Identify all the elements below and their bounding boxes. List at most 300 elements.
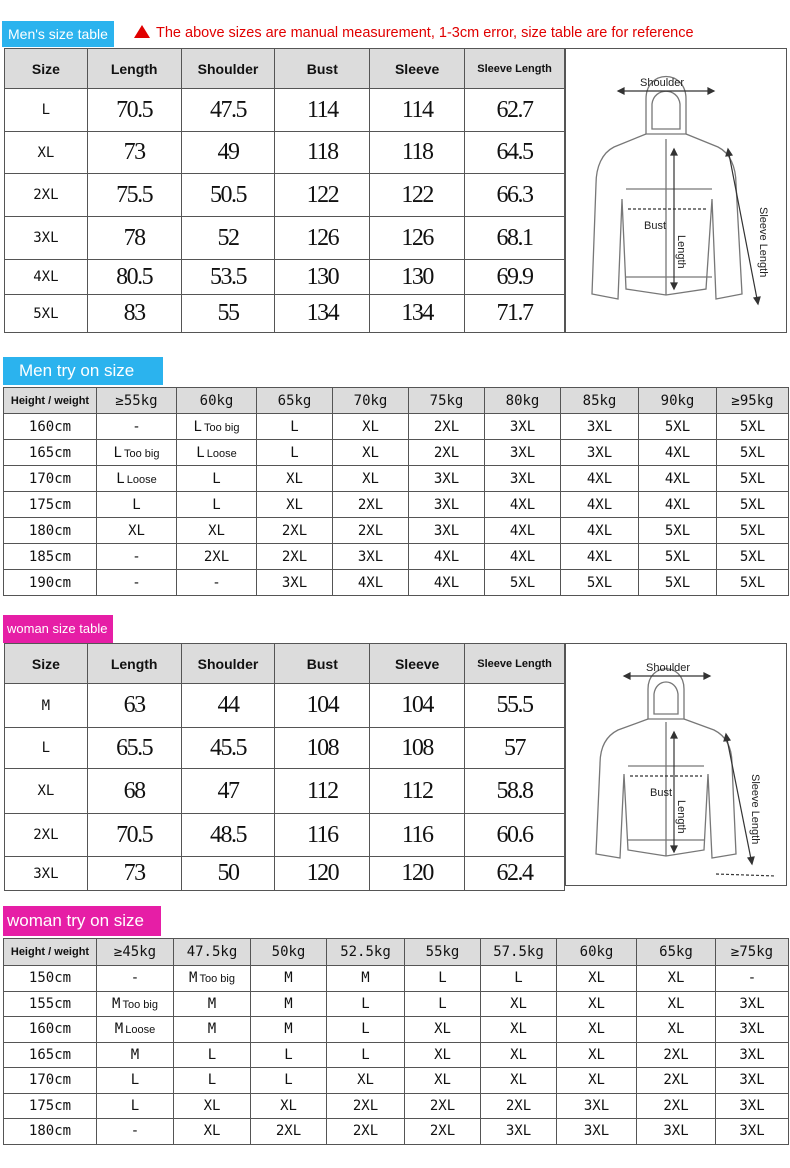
- size-value: 3XL: [739, 995, 765, 1012]
- size-value: 2XL: [663, 1072, 689, 1089]
- fit-note: Too big: [203, 421, 240, 434]
- size-value: XL: [362, 444, 379, 461]
- size-cell: [97, 1042, 174, 1068]
- woman-try-on-tag: woman try on size: [3, 906, 161, 936]
- table-row: [5, 295, 565, 333]
- size-value: 4XL: [586, 470, 613, 487]
- size-value: XL: [434, 1072, 451, 1089]
- size-cell: [637, 1042, 716, 1068]
- size-cell: [97, 466, 177, 492]
- size-cell: [637, 1017, 716, 1043]
- column-header: Sleeve: [370, 644, 465, 684]
- size-value: 4XL: [664, 470, 691, 487]
- size-value: 3XL: [357, 548, 384, 565]
- men-size-table-tag: Men's size table: [2, 21, 114, 47]
- size-cell: [637, 1119, 716, 1145]
- size-cell: [174, 1093, 251, 1119]
- column-header: Sleeve Length: [465, 49, 565, 89]
- size-cell: [405, 1017, 481, 1043]
- size-cell: [327, 1068, 405, 1094]
- size-value: 155cm: [28, 995, 72, 1012]
- height-cell: [4, 414, 97, 440]
- size-value: L: [113, 444, 122, 461]
- size-value: -: [132, 418, 141, 435]
- size-value: 2XL: [505, 1097, 532, 1114]
- size-cell: [333, 570, 409, 596]
- value-cell: 66.3: [465, 174, 565, 217]
- size-value: 2XL: [357, 522, 384, 539]
- value-cell: 49: [181, 132, 275, 174]
- value-cell: 112: [275, 769, 370, 814]
- size-value: 3XL: [739, 1021, 765, 1038]
- size-value: L: [132, 496, 141, 513]
- size-cell: [409, 544, 485, 570]
- value-cell: 69.9: [465, 260, 565, 295]
- size-value: 4XL: [664, 496, 691, 513]
- size-cell: [639, 492, 717, 518]
- size-cell: [97, 1119, 174, 1145]
- size-cell: [637, 1068, 716, 1094]
- size-value: M: [130, 1046, 140, 1063]
- size-value: XL: [434, 1046, 451, 1063]
- size-value: 2XL: [352, 1123, 379, 1140]
- size-value: 160cm: [28, 418, 72, 435]
- size-cell: [485, 492, 561, 518]
- size-value: XL: [588, 1021, 605, 1038]
- column-header: Bust: [275, 49, 370, 89]
- size-value: 3XL: [433, 470, 460, 487]
- size-cell: [716, 1119, 789, 1145]
- size-value: XL: [208, 522, 225, 539]
- measurement-note: [134, 25, 694, 41]
- size-cell: [257, 440, 333, 466]
- size-cell: [251, 1119, 327, 1145]
- weight-header: ≥95kg: [717, 388, 789, 414]
- size-value: XL: [510, 995, 527, 1012]
- size-cell: [485, 570, 561, 596]
- size-cell: [561, 492, 639, 518]
- size-cell: [639, 440, 717, 466]
- size-value: 4XL: [433, 548, 460, 565]
- size-value: 3XL: [433, 496, 460, 513]
- size-cell: [409, 492, 485, 518]
- column-header: Bust: [275, 644, 370, 684]
- size-value: 5XL: [664, 522, 691, 539]
- size-value: XL: [667, 995, 685, 1012]
- size-value: 5XL: [739, 574, 766, 591]
- size-value: -: [747, 970, 757, 987]
- size-cell: [639, 570, 717, 596]
- height-cell: [4, 492, 97, 518]
- size-cell: [177, 518, 257, 544]
- size-value: 4XL: [433, 574, 460, 591]
- size-value: L: [290, 444, 299, 461]
- size-cell: [637, 991, 716, 1017]
- size-value: 165cm: [28, 1046, 72, 1063]
- size-cell: [717, 466, 789, 492]
- size-cell: [481, 1068, 557, 1094]
- size-cell: [174, 1119, 251, 1145]
- size-value: XL: [362, 470, 379, 487]
- value-cell: 52: [181, 217, 275, 260]
- size-cell: [97, 991, 174, 1017]
- size-cell: [481, 991, 557, 1017]
- woman-size-table-tag: woman size table: [3, 615, 113, 643]
- size-value: 2XL: [663, 1097, 689, 1114]
- value-cell: 70.5: [87, 89, 181, 132]
- size-cell: [557, 1042, 637, 1068]
- size-value: XL: [434, 1021, 451, 1038]
- size-cell: 2XL: [5, 174, 88, 217]
- value-cell: 83: [87, 295, 181, 333]
- value-cell: 44: [181, 684, 275, 728]
- size-cell: [174, 966, 251, 992]
- men-try-on-tag: Men try on size: [3, 357, 163, 385]
- size-value: 2XL: [429, 1097, 456, 1114]
- size-value: XL: [588, 1046, 605, 1063]
- value-cell: 116: [370, 814, 465, 857]
- size-value: 3XL: [739, 1123, 765, 1140]
- value-cell: 104: [370, 684, 465, 728]
- value-cell: 122: [275, 174, 370, 217]
- size-value: 2XL: [352, 1097, 379, 1114]
- value-cell: 47.5: [181, 89, 275, 132]
- table-row: [5, 814, 565, 857]
- size-cell: [405, 991, 481, 1017]
- height-cell: [4, 544, 97, 570]
- size-cell: [174, 1017, 251, 1043]
- woman-try-header-row: [4, 939, 789, 966]
- weight-header: ≥55kg: [97, 388, 177, 414]
- value-cell: 80.5: [87, 260, 181, 295]
- size-cell: [405, 1093, 481, 1119]
- size-value: 175cm: [28, 1097, 72, 1114]
- height-cell: [4, 1042, 97, 1068]
- size-value: 3XL: [739, 1072, 765, 1089]
- weight-header: ≥75kg: [716, 939, 789, 966]
- size-value: M: [284, 970, 293, 987]
- size-cell: 5XL: [5, 295, 88, 333]
- table-row: [5, 174, 565, 217]
- size-cell: [97, 414, 177, 440]
- weight-header: 50kg: [251, 939, 327, 966]
- size-value: 5XL: [739, 522, 766, 539]
- size-value: 4XL: [509, 496, 536, 513]
- size-cell: [251, 1017, 327, 1043]
- size-cell: 3XL: [5, 217, 88, 260]
- height-cell: [4, 966, 97, 992]
- size-value: M: [207, 1021, 217, 1038]
- size-value: L: [361, 1046, 370, 1063]
- size-cell: L: [5, 728, 88, 769]
- table-row: [4, 414, 789, 440]
- value-cell: 75.5: [87, 174, 181, 217]
- size-value: 3XL: [663, 1123, 689, 1140]
- value-cell: 126: [370, 217, 465, 260]
- size-cell: [405, 1068, 481, 1094]
- height-cell: [4, 518, 97, 544]
- value-cell: 118: [275, 132, 370, 174]
- size-value: 180cm: [28, 1123, 72, 1140]
- fit-note: Too big: [122, 998, 158, 1011]
- value-cell: 65.5: [87, 728, 181, 769]
- size-value: 5XL: [739, 548, 766, 565]
- size-value: 2XL: [357, 496, 384, 513]
- value-cell: 70.5: [87, 814, 181, 857]
- value-cell: 48.5: [181, 814, 275, 857]
- table-row: [5, 728, 565, 769]
- size-value: XL: [280, 1097, 297, 1114]
- table-row: [4, 518, 789, 544]
- size-value: XL: [357, 1072, 374, 1089]
- size-cell: [251, 966, 327, 992]
- value-cell: 130: [275, 260, 370, 295]
- size-value: 4XL: [664, 444, 691, 461]
- size-value: XL: [128, 522, 145, 539]
- size-value: M: [114, 1021, 124, 1038]
- size-value: 190cm: [28, 574, 72, 591]
- size-cell: [717, 544, 789, 570]
- size-value: L: [438, 970, 447, 987]
- woman-diagram-sleeve-length-label: Sleeve Length: [749, 774, 761, 845]
- woman-size-header-row: [5, 644, 565, 684]
- size-cell: [557, 991, 637, 1017]
- value-cell: 45.5: [181, 728, 275, 769]
- table-row: [4, 492, 789, 518]
- fit-note: Too big: [123, 447, 160, 460]
- table-row: [4, 1042, 789, 1068]
- weight-header: 47.5kg: [174, 939, 251, 966]
- value-cell: 57: [465, 728, 565, 769]
- size-cell: [251, 1068, 327, 1094]
- height-cell: [4, 466, 97, 492]
- size-cell: [639, 518, 717, 544]
- size-cell: [717, 492, 789, 518]
- size-cell: [485, 518, 561, 544]
- size-value: 160cm: [28, 1021, 72, 1038]
- weight-header: 85kg: [561, 388, 639, 414]
- size-value: 5XL: [509, 574, 536, 591]
- size-value: L: [207, 1046, 217, 1063]
- size-value: -: [132, 548, 141, 565]
- table-row: [4, 440, 789, 466]
- size-cell: [97, 1093, 174, 1119]
- size-cell: [174, 1068, 251, 1094]
- size-value: XL: [588, 995, 605, 1012]
- size-value: 4XL: [509, 522, 536, 539]
- size-cell: [97, 518, 177, 544]
- column-header: Length: [87, 49, 181, 89]
- size-cell: [177, 466, 257, 492]
- size-cell: [333, 414, 409, 440]
- size-cell: M: [5, 684, 88, 728]
- value-cell: 104: [275, 684, 370, 728]
- table-row: [5, 89, 565, 132]
- woman-jacket-diagram: [565, 643, 787, 886]
- table-row: [5, 857, 565, 891]
- height-cell: [4, 1093, 97, 1119]
- weight-header: 75kg: [409, 388, 485, 414]
- size-cell: [639, 544, 717, 570]
- height-cell: [4, 1119, 97, 1145]
- size-value: 2XL: [429, 1123, 456, 1140]
- height-cell: [4, 1068, 97, 1094]
- size-cell: L: [5, 89, 88, 132]
- size-cell: [557, 1119, 637, 1145]
- size-value: 5XL: [664, 418, 691, 435]
- size-cell: [177, 414, 257, 440]
- column-header: Length: [87, 644, 181, 684]
- size-value: 185cm: [28, 548, 72, 565]
- weight-header: 52.5kg: [327, 939, 405, 966]
- size-cell: XL: [5, 769, 88, 814]
- size-cell: [177, 440, 257, 466]
- size-cell: [557, 1093, 637, 1119]
- size-cell: [639, 414, 717, 440]
- size-value: XL: [286, 470, 303, 487]
- size-value: L: [284, 1046, 293, 1063]
- size-value: 3XL: [433, 522, 460, 539]
- size-value: 4XL: [586, 496, 613, 513]
- size-value: 3XL: [583, 1097, 610, 1114]
- men-size-table: [4, 48, 565, 333]
- value-cell: 62.4: [465, 857, 565, 891]
- size-cell: [405, 966, 481, 992]
- size-value: XL: [510, 1046, 527, 1063]
- fit-note: Loose: [206, 447, 237, 460]
- size-cell: [333, 544, 409, 570]
- size-cell: [327, 991, 405, 1017]
- size-value: 4XL: [586, 522, 613, 539]
- size-cell: [333, 440, 409, 466]
- size-cell: [716, 1042, 789, 1068]
- size-cell: [639, 466, 717, 492]
- size-value: L: [116, 470, 125, 487]
- size-value: L: [212, 470, 221, 487]
- size-value: L: [196, 444, 205, 461]
- fit-note: Loose: [126, 473, 157, 486]
- size-value: 4XL: [586, 548, 613, 565]
- size-value: 3XL: [281, 574, 308, 591]
- diagram-bust-label: Bust: [644, 220, 667, 232]
- size-cell: [177, 570, 257, 596]
- size-cell: [177, 544, 257, 570]
- size-value: M: [361, 970, 370, 987]
- value-cell: 62.7: [465, 89, 565, 132]
- value-cell: 50.5: [181, 174, 275, 217]
- size-cell: [97, 1017, 174, 1043]
- column-header: Shoulder: [181, 644, 275, 684]
- value-cell: 120: [370, 857, 465, 891]
- size-cell: [409, 466, 485, 492]
- size-value: M: [189, 970, 198, 987]
- size-value: 3XL: [586, 418, 613, 435]
- size-value: -: [212, 574, 221, 591]
- size-value: XL: [362, 418, 379, 435]
- weight-header: 70kg: [333, 388, 409, 414]
- size-cell: [251, 1093, 327, 1119]
- size-cell: [97, 492, 177, 518]
- height-cell: [4, 570, 97, 596]
- size-cell: [97, 570, 177, 596]
- size-cell: [481, 1017, 557, 1043]
- size-value: 2XL: [281, 548, 308, 565]
- size-cell: [481, 1119, 557, 1145]
- size-value: 2XL: [663, 1046, 689, 1063]
- size-cell: [557, 966, 637, 992]
- value-cell: 68.1: [465, 217, 565, 260]
- size-value: L: [130, 1097, 140, 1114]
- value-cell: 53.5: [181, 260, 275, 295]
- table-row: [4, 544, 789, 570]
- size-cell: [405, 1042, 481, 1068]
- size-value: 3XL: [739, 1097, 765, 1114]
- value-cell: 68: [87, 769, 181, 814]
- value-cell: 71.7: [465, 295, 565, 333]
- size-cell: [716, 1017, 789, 1043]
- men-size-header-row: [5, 49, 565, 89]
- size-cell: [557, 1017, 637, 1043]
- size-value: 3XL: [509, 444, 536, 461]
- size-value: 170cm: [28, 1072, 72, 1089]
- size-value: XL: [588, 970, 605, 987]
- size-cell: [251, 991, 327, 1017]
- size-value: M: [207, 995, 217, 1012]
- value-cell: 50: [181, 857, 275, 891]
- size-cell: [409, 518, 485, 544]
- size-cell: [716, 1093, 789, 1119]
- weight-header: 65kg: [257, 388, 333, 414]
- weight-header: 60kg: [557, 939, 637, 966]
- size-cell: [327, 966, 405, 992]
- size-cell: [485, 466, 561, 492]
- size-cell: [481, 1042, 557, 1068]
- weight-header: 80kg: [485, 388, 561, 414]
- size-cell: [333, 518, 409, 544]
- value-cell: 122: [370, 174, 465, 217]
- size-cell: [177, 492, 257, 518]
- size-value: XL: [667, 1021, 685, 1038]
- table-row: [4, 570, 789, 596]
- size-cell: 2XL: [5, 814, 88, 857]
- size-value: 5XL: [739, 418, 766, 435]
- size-value: -: [132, 574, 141, 591]
- table-row: [4, 466, 789, 492]
- size-value: L: [130, 1072, 140, 1089]
- height-weight-header: Height / weight: [4, 939, 97, 966]
- table-row: [4, 1119, 789, 1145]
- size-cell: [717, 440, 789, 466]
- value-cell: 118: [370, 132, 465, 174]
- size-cell: [174, 1042, 251, 1068]
- size-value: 175cm: [28, 496, 72, 513]
- size-value: 5XL: [664, 548, 691, 565]
- size-cell: [716, 1068, 789, 1094]
- diagram-length-label: Length: [675, 235, 687, 269]
- size-cell: [327, 1093, 405, 1119]
- table-row: [5, 260, 565, 295]
- size-value: L: [361, 1021, 370, 1038]
- size-cell: 3XL: [5, 857, 88, 891]
- fit-note: Too big: [199, 973, 235, 986]
- size-value: 3XL: [509, 418, 536, 435]
- size-cell: [327, 1119, 405, 1145]
- table-row: [5, 769, 565, 814]
- size-cell: [257, 414, 333, 440]
- men-jacket-diagram: [565, 48, 787, 333]
- size-cell: [409, 440, 485, 466]
- size-cell: [717, 518, 789, 544]
